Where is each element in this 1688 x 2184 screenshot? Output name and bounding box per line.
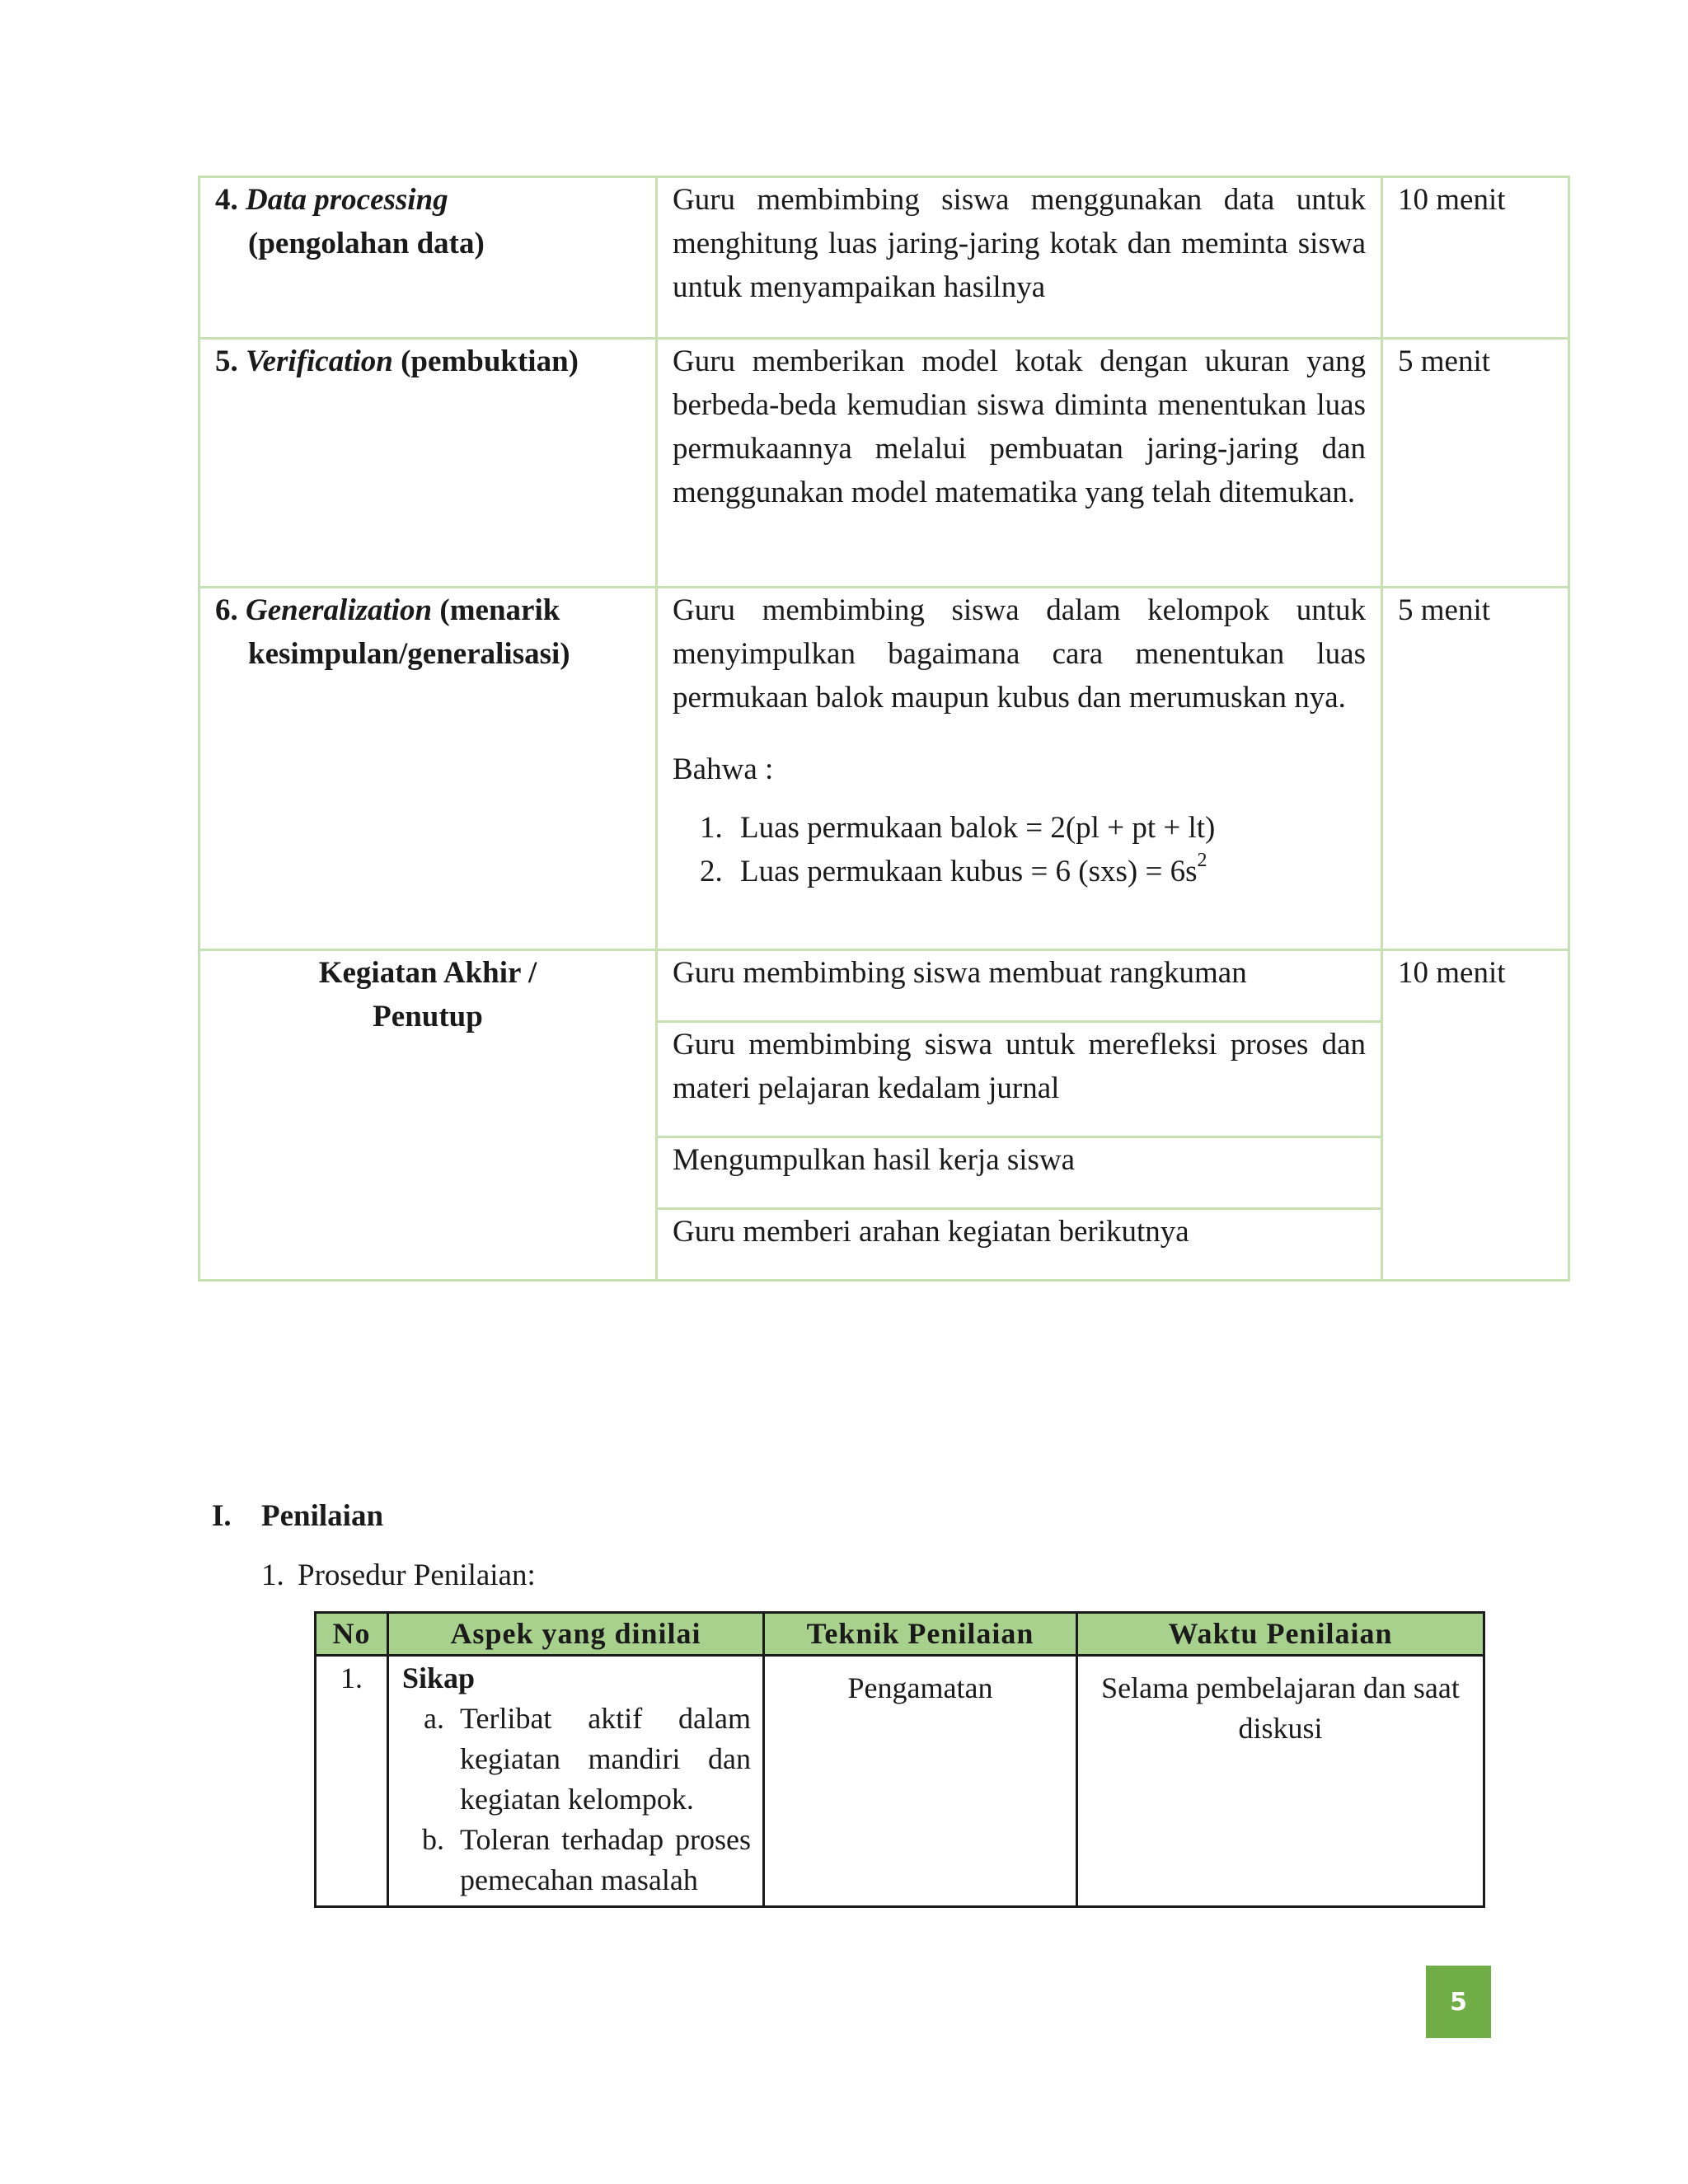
table-row bbox=[199, 177, 1569, 339]
closing-title-cont: Penutup bbox=[373, 1000, 483, 1033]
closing-item: Guru memberi arahan kegiatan berikutnya bbox=[673, 1215, 1189, 1249]
step-title-id: (pembuktian) bbox=[401, 344, 579, 378]
aspect-item: a. Terlibat aktif dalam kegiatan mandiri dan kegiatan kelompok. bbox=[452, 1699, 751, 1820]
column-header: Waktu Penilaian bbox=[1077, 1613, 1484, 1656]
description-text: Guru membimbing siswa dalam kelompok untuk menyimpulkan bagaimana cara menentukan luas permukaan balok maupun kubus dan merumuskan nya. bbox=[673, 593, 1366, 715]
duration-cell: 10 menit bbox=[1382, 177, 1569, 339]
step-title-en: Verification bbox=[246, 344, 393, 378]
table-header-row bbox=[316, 1613, 1484, 1656]
page-number-badge: 5 bbox=[1426, 1966, 1491, 2038]
step-cell bbox=[199, 177, 657, 339]
formula-item: 2. Luas permukaan kubus = 6 $(sxs) = 6s^2$ bbox=[730, 850, 1366, 893]
closing-item: Guru membimbing siswa membuat rangkuman bbox=[658, 951, 1381, 1023]
subsection-heading bbox=[261, 1558, 536, 1593]
closing-title: Kegiatan Akhir / bbox=[318, 956, 537, 990]
section-heading bbox=[212, 1498, 383, 1534]
closing-items-cell bbox=[657, 950, 1382, 1281]
assessment-table bbox=[314, 1611, 1485, 1908]
aspect-title: Sikap bbox=[402, 1661, 476, 1694]
row-number: 1. bbox=[316, 1656, 388, 1907]
closing-item: Mengumpulkan hasil kerja siswa bbox=[658, 1138, 1381, 1210]
closing-item: Guru membimbing siswa untuk merefleksi proses dan materi pelajaran kedalam jurnal bbox=[658, 1023, 1381, 1138]
step-number: 6. bbox=[215, 593, 238, 627]
table-row bbox=[199, 339, 1569, 588]
section-title: Penilaian bbox=[261, 1499, 384, 1533]
step-title-en: Data processing bbox=[246, 183, 448, 217]
duration-cell: 5 menit bbox=[1382, 339, 1569, 588]
table-row bbox=[199, 950, 1569, 1281]
aspect-list bbox=[402, 1699, 751, 1900]
step-cell bbox=[199, 339, 657, 588]
description-cell: Guru membimbing siswa menggunakan data untuk menghitung luas jaring-jaring kotak dan meminta siswa untuk menyampaikan hasilnya bbox=[657, 177, 1382, 339]
closing-title-cell bbox=[199, 950, 657, 1281]
subsection-number: 1. bbox=[261, 1558, 284, 1592]
description-cell: Guru memberikan model kotak dengan ukuran yang berbeda-beda kemudian siswa diminta menentukan luas permukaannya melalui pembuatan jaring-jaring dan menggunakan model matematika yang telah ditemukan. bbox=[657, 339, 1382, 588]
column-header: Aspek yang dinilai bbox=[388, 1613, 764, 1656]
step-title-id: (pengolahan data) bbox=[248, 227, 485, 260]
step-title-id: (menarik bbox=[439, 593, 560, 627]
step-cell bbox=[199, 588, 657, 950]
duration-cell: 10 menit bbox=[1382, 950, 1569, 1281]
time-cell: Selama pembelajaran dan saat diskusi bbox=[1077, 1656, 1484, 1907]
step-title-en: Generalization bbox=[246, 593, 433, 627]
technique-cell: Pengamatan bbox=[764, 1656, 1077, 1907]
formula-item: 1. Luas permukaan balok = 2(pl + pt + lt) bbox=[730, 806, 1366, 850]
table-row bbox=[316, 1656, 1484, 1907]
formula-list bbox=[673, 806, 1366, 893]
table-row bbox=[199, 588, 1569, 950]
subsection-title: Prosedur Penilaian: bbox=[298, 1558, 536, 1592]
aspect-cell bbox=[388, 1656, 764, 1907]
column-header: Teknik Penilaian bbox=[764, 1613, 1077, 1656]
section-number: I. bbox=[212, 1499, 232, 1533]
formula-intro: Bahwa : bbox=[673, 752, 774, 786]
step-number: 4. bbox=[215, 183, 238, 217]
description-cell bbox=[657, 588, 1382, 950]
step-title-id-cont: kesimpulan/generalisasi) bbox=[248, 637, 570, 671]
column-header: No bbox=[316, 1613, 388, 1656]
duration-cell: 5 menit bbox=[1382, 588, 1569, 950]
aspect-item: b. Toleran terhadap proses pemecahan masalah bbox=[452, 1820, 751, 1900]
step-number: 5. bbox=[215, 344, 238, 378]
activity-table bbox=[198, 176, 1570, 1282]
